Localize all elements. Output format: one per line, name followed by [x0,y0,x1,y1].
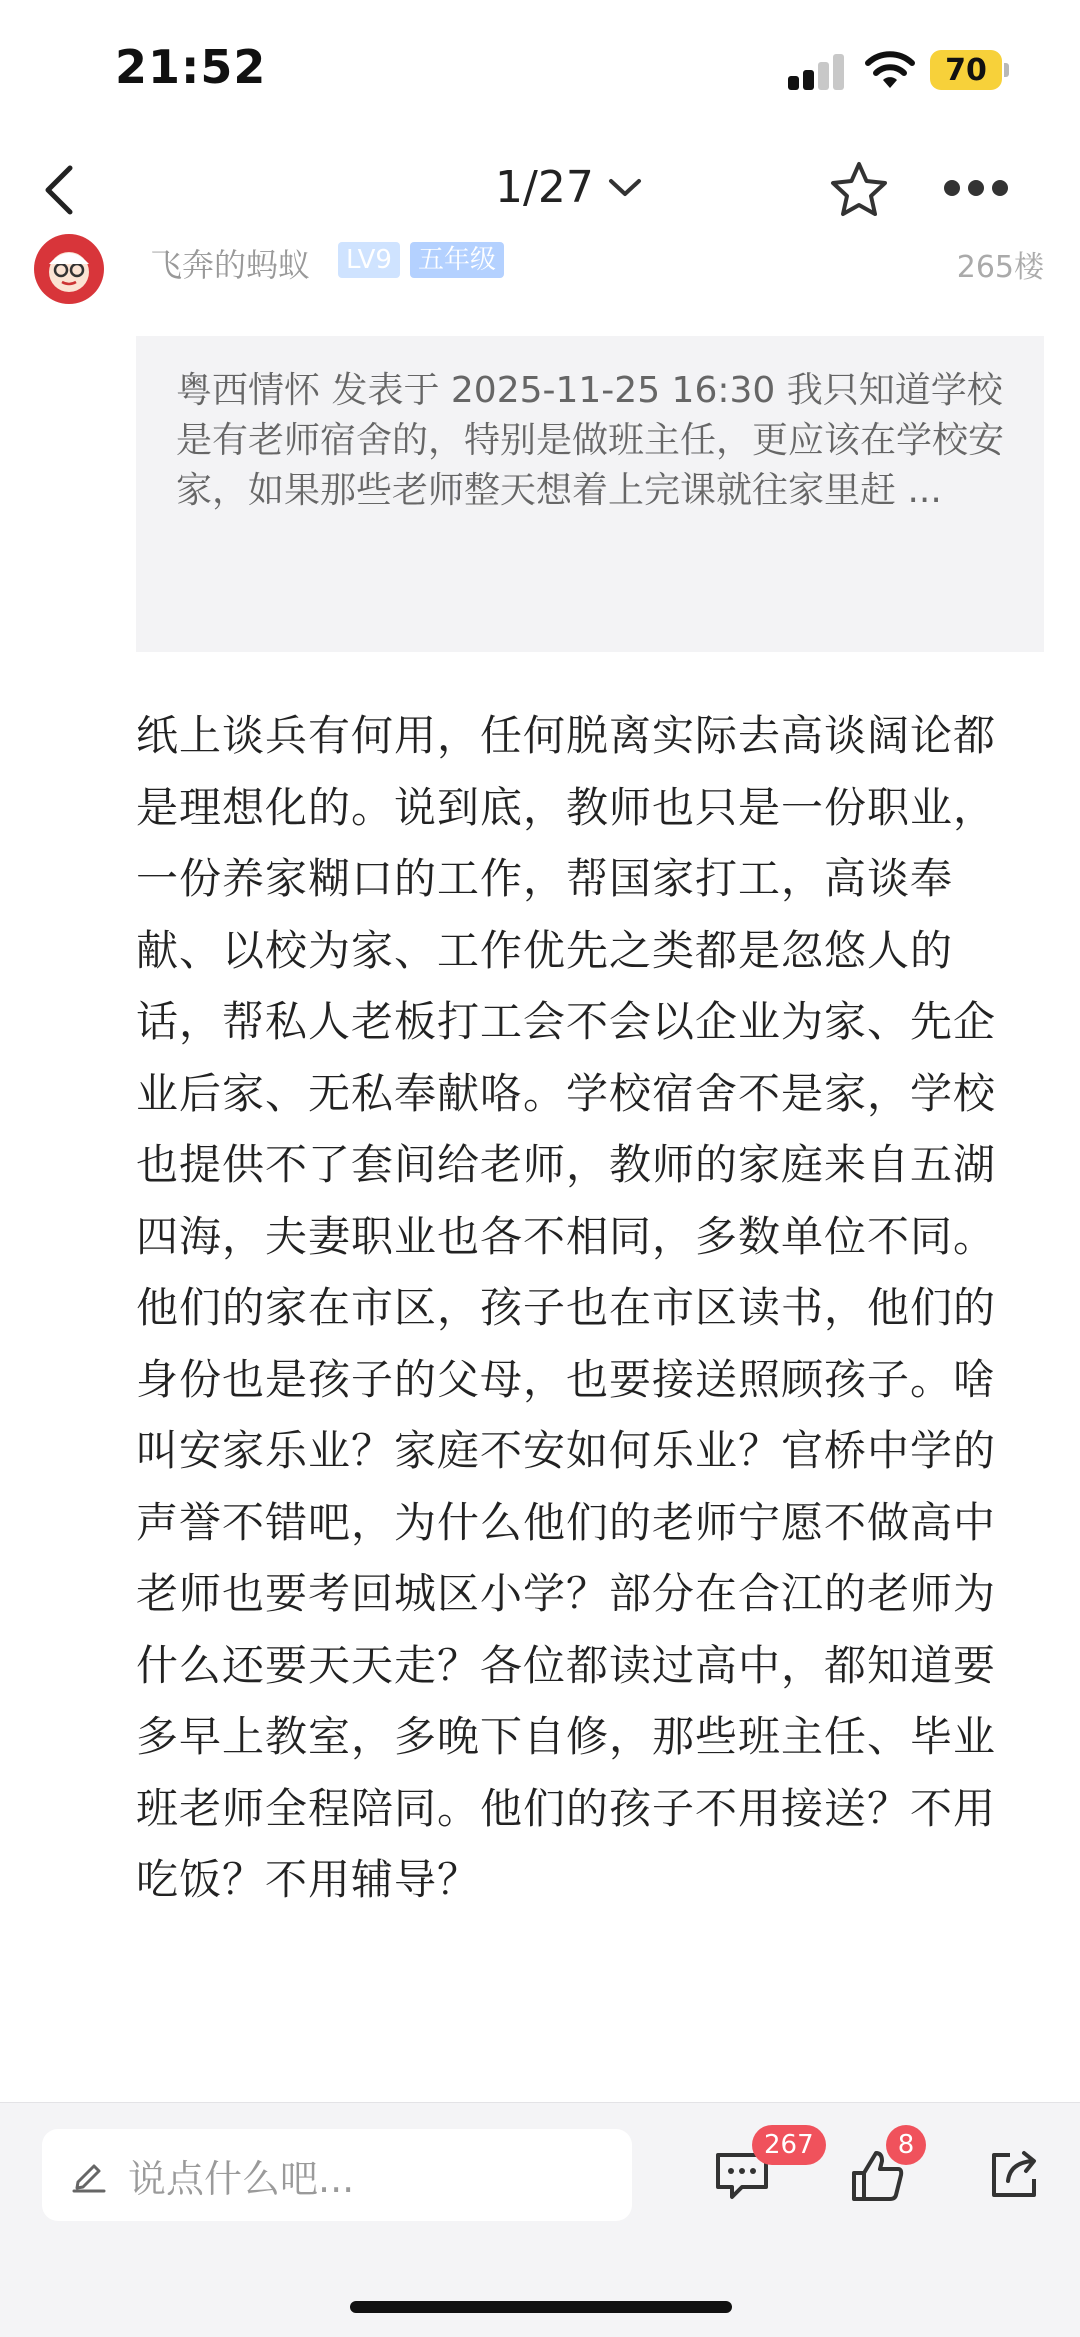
share-icon[interactable] [986,2147,1042,2203]
author-name[interactable]: 飞奔的蚂蚁 [150,246,311,284]
top-nav [0,150,1080,230]
signal-icon [788,52,846,90]
battery-level: 70 [930,50,1002,90]
wifi-icon [864,48,916,90]
quoted-post[interactable]: 粤西情怀 发表于 2025-11-25 16:30 我只知道学校是有老师宿舍的，特别是做班主任，更应该在学校安家，如果那些老师整天想着上完课就往家里赶 ... [136,336,1044,652]
home-indicator[interactable] [350,2301,732,2313]
bottom-bar [0,2102,1080,2337]
battery-icon [930,50,1010,90]
author-row [0,230,1080,310]
status-bar [0,0,1080,140]
post-content: 纸上谈兵有何用，任何脱离实际去高谈阔论都是理想化的。说到底，教师也只是一份职业，一份养家糊口的工作，帮国家打工，高谈奉献、以校为家、工作优先之类都是忽悠人的话，帮私人老板打工会不会以企业为家、先企业后家、无私奉献咯。学校宿舍不是家，学校也提供不了套间给老师，教师的家庭来自五湖四海，夫妻职业也各不相同，多数单位不同。他们的家在市区，孩子也在市区读书，他们的身份也是孩子的父母，也要接送照顾孩子。啥叫安家乐业？家庭不安如何乐业？官桥中学的声誉不错吧，为什么他们的老师宁愿不做高中老师也要考回城区小学？部分在合江的老师为什么还要天天走？各位都读过高中，都知道要多早上教室，多晚下自修，那些班主任、毕业班老师全程陪同。他们的孩子不用接送？不用吃饭？不用辅导？ [136,711,997,1904]
status-time: 21:52 [115,40,267,94]
back-icon[interactable] [38,164,82,216]
comment-input[interactable] [42,2129,632,2221]
page-indicator: 1/27 [495,162,594,213]
comment-placeholder: 说点什么吧... [128,2156,355,2201]
like-count-badge: 8 [886,2125,926,2165]
star-icon[interactable] [828,160,890,220]
page-selector[interactable] [495,162,642,213]
avatar[interactable] [34,234,104,304]
chevron-down-icon [608,177,642,199]
floor-number: 265楼 [956,250,1044,285]
more-icon[interactable] [944,180,1008,200]
pen-icon [70,2156,108,2194]
grade-badge: 五年级 [410,242,504,278]
comment-count-badge: 267 [752,2125,826,2165]
level-badge: LV9 [338,242,400,278]
